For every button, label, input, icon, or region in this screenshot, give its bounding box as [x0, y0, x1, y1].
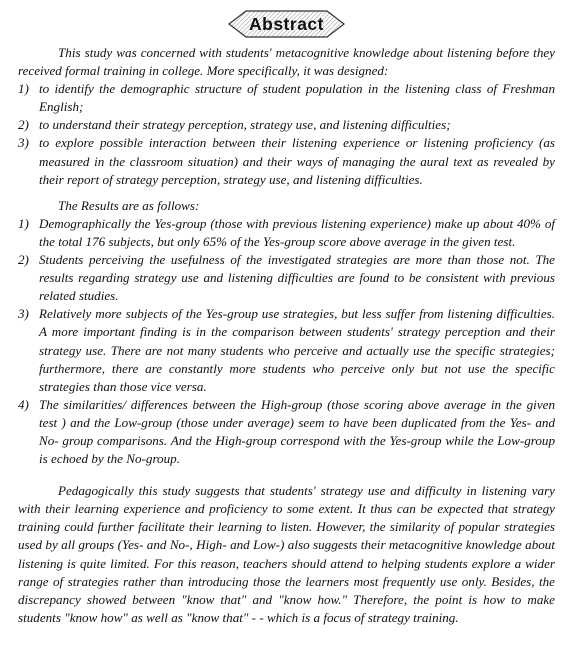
result-number: 2)	[18, 252, 29, 268]
result-text: Demographically the Yes-group (those with previous listening experience) make up about 40% of the total 176 subjects, but only 65% of the Yes-group score above average in the given test.	[39, 215, 555, 249]
result-text: The similarities/ differences between the High-group (those scoring above average in the given test ) and the Low-group (those under average) seem to have been duplicated from the Yes- and No- group comparisons. And the High-group correspond with the Yes-group while the Low-group is echoed by the No-group.	[39, 396, 555, 467]
result-number: 4)	[18, 396, 29, 412]
result-item	[18, 396, 555, 468]
spacer	[18, 189, 555, 197]
title-badge	[0, 7, 573, 41]
aim-item	[18, 116, 555, 134]
aim-text: to understand their strategy perception, strategy use, and listening difficulties;	[39, 117, 451, 133]
results-list	[18, 215, 555, 468]
aim-number: 1)	[18, 81, 29, 97]
aim-item	[18, 80, 555, 116]
result-number: 1)	[18, 215, 29, 231]
result-text: Students perceiving the usefulness of the investigated strategies are more than those not. The results regarding strategy use and listening difficulties are found to be consistent with previous related studies.	[39, 252, 555, 304]
result-text: Relatively more subjects of the Yes-group use strategies, but less suffer from listening difficulties. A more important finding is in the comparison between students' strategy perception and their strategy use. There are not many students who perceive and actually use the specific strategies; furthermore, there are constantly more students who perceive only but not use the specific strategies than those vice versa.	[39, 306, 555, 394]
result-number: 3)	[18, 306, 29, 322]
result-item	[18, 251, 555, 305]
aim-item	[18, 134, 555, 188]
conclusion-paragraph: Pedagogically this study suggests that students' strategy use and difficulty in listening vary with their learning experience and proficiency to some extent. It thus can be expected that strategy training could further facilitate their learning to listen. However, the similarity of popular strategies used by all groups (Yes- and No-, High- and Low-) also suggests their metacognitive knowledge about listening is quite limited. For this reason, teachers should attend to helping students explore a wider range of strategies rather than introducing those the learners most frequently use only. Besides, the discrepancy showed between "know that" and "know how." Therefore, the point is how to make students "know how" as well as "know that" - - which is a focus of strategy training.	[18, 483, 555, 625]
results-heading: The Results are as follows:	[58, 197, 200, 213]
spacer	[18, 468, 555, 482]
aim-text: to explore possible interaction between their listening experience or listening proficiency (as measured in the classroom situation) and their ways of managing the aural text as revealed by their report of strategy perception, strategy use, and listening difficulties.	[39, 135, 555, 187]
aim-text: to identify the demographic structure of student population in the listening class of Freshman English;	[39, 81, 555, 115]
aim-number: 2)	[18, 117, 29, 133]
aim-number: 3)	[18, 135, 29, 151]
result-item	[18, 215, 555, 251]
page-title: Abstract	[249, 14, 324, 34]
aims-list	[18, 80, 555, 189]
result-item	[18, 305, 555, 395]
abstract-body	[18, 44, 555, 627]
intro-paragraph: This study was concerned with students' metacognitive knowledge about listening before they received formal training in college. More specifically, it was designed:	[18, 45, 555, 79]
